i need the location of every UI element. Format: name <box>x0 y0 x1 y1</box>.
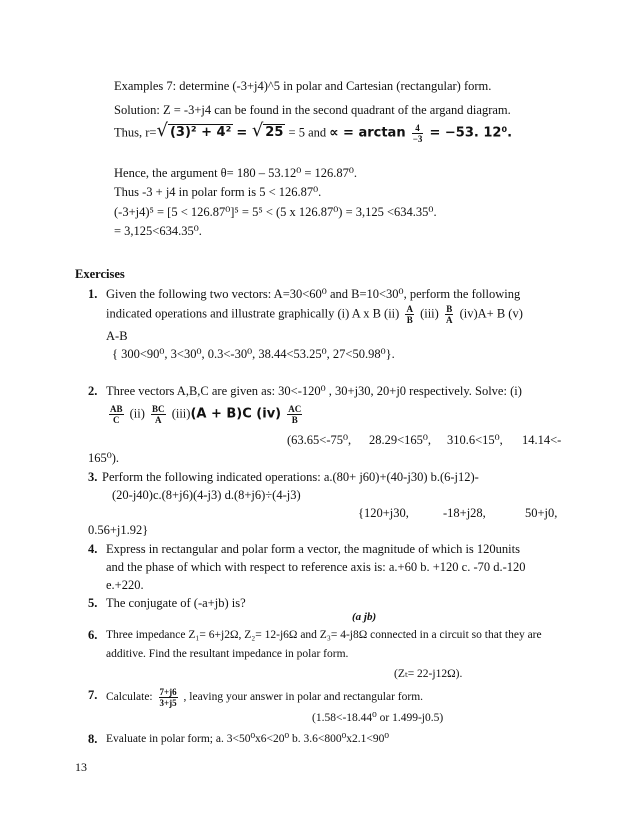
ex7-line1: Calculate: $\frac{7+j6}{3+j5}$ , leaving your answer in polar and rectangular form. <box>106 687 424 708</box>
ex2-answer-3: 310.6<15⁰, <box>447 433 503 447</box>
example-magnitude-line: Thus, r=√ (3)² + 4² = √ 25 = 5 and ∝ = arctan $\frac{4}{-3}$ = −53. 12⁰. <box>114 120 513 144</box>
arctan-fraction: $\frac{4}{-3}$ <box>412 123 423 144</box>
ex2-answer-4: 14.14<- <box>522 433 562 447</box>
ex2-number: 2. <box>88 384 98 398</box>
exercises-heading: Exercises <box>75 267 125 281</box>
ex2-line2: $\frac{AB}{C}$ (ii) $\frac{BC}{A}$ (iii)(A + B)C (iv) $\frac{AC}{B}$ <box>110 404 302 425</box>
ex5-answer: (a jb) <box>352 611 377 623</box>
ex4-number: 4. <box>88 542 98 556</box>
ex6-answer: (Zₜ= 22-j12Ω). <box>394 668 463 680</box>
ex7-answer: (1.58<-18.44⁰ or 1.499-j0.5) <box>312 712 444 724</box>
ex5-line1: The conjugate of (-a+jb) is? <box>106 596 246 610</box>
example-polar-form: Thus -3 + j4 in polar form is 5 < 126.87⁰. <box>114 185 322 199</box>
ex7-number: 7. <box>88 688 98 702</box>
ex3-answer-3: 50+j0, <box>525 506 558 520</box>
ex3-answer-1: {120+j30, <box>358 506 409 520</box>
ex1-line1: Given the following two vectors: A=30<60⁰ and B=10<30⁰, perform the following <box>106 287 521 301</box>
page-number: 13 <box>75 760 87 774</box>
ex6-line1: Three impedance Z₁= 6+j2Ω, Z₂= 12-j6Ω and Z₃= 4-j8Ω connected in a circuit so that they are <box>106 629 542 641</box>
ex4-line2: and the phase of which with respect to reference axis is: a.+60 b. +120 c. -70 d.-120 <box>106 560 526 574</box>
ex2-answer-2: 28.29<165⁰, <box>369 433 432 447</box>
ex3-number: 3. <box>88 470 98 484</box>
example-title: Examples 7: determine (-3+j4)^5 in polar and Cartesian (rectangular) form. <box>114 79 492 93</box>
ex3-line1: Perform the following indicated operations: a.(80+ j60)+(40-j30) b.(6-j12)- <box>102 470 479 484</box>
ex8-number: 8. <box>88 732 98 746</box>
ex8-line1: Evaluate in polar form; a. 3<50⁰x6<20⁰ b. 3.6<800⁰x2.1<90⁰ <box>106 733 389 745</box>
ex6-line2: additive. Find the resultant impedance in polar form. <box>106 648 349 660</box>
example-power-line: (-3+j4)⁵ = [5 < 126.87⁰]⁵ = 5⁵ < (5 x 126.87⁰) = 3,125 <634.35⁰. <box>114 205 437 219</box>
ex1-line2: indicated operations and illustrate graphically (i) A x B (ii) $\frac{A}{B}$ (iii) $\frac{B}{A}$ (iv)A+ B (v) <box>106 304 523 325</box>
example-hence: Hence, the argument θ= 180 – 53.12⁰ = 126.87⁰. <box>114 166 358 180</box>
ex1-answer: { 300<90⁰, 3<30⁰, 0.3<-30⁰, 38.44<53.25⁰, 27<50.98⁰}. <box>112 347 395 361</box>
ex3-line2: (20-j40)c.(8+j6)(4-j3) d.(8+j6)÷(4-j3) <box>112 488 301 502</box>
ex3-answer-2: -18+j28, <box>443 506 486 520</box>
ex1-number: 1. <box>88 287 98 301</box>
ex2-answer-5: 165⁰). <box>88 451 120 465</box>
ex2-line1: Three vectors A,B,C are given as: 30<-120⁰ , 30+j30, 20+j0 respectively. Solve: (i) <box>106 384 522 398</box>
ex6-number: 6. <box>88 628 98 642</box>
ex4-line1: Express in rectangular and polar form a vector, the magnitude of which is 120units <box>106 542 520 556</box>
ex3-answer-4: 0.56+j1.92} <box>88 523 149 537</box>
ex4-line3: e.+220. <box>106 578 144 592</box>
ex1-line3: A-B <box>106 329 128 343</box>
example-solution: Solution: Z = -3+j4 can be found in the second quadrant of the argand diagram. <box>114 103 511 117</box>
example-final-line: = 3,125<634.35⁰. <box>114 224 202 238</box>
ex2-answer-1: (63.65<-75⁰, <box>287 433 352 447</box>
ex5-number: 5. <box>88 596 98 610</box>
